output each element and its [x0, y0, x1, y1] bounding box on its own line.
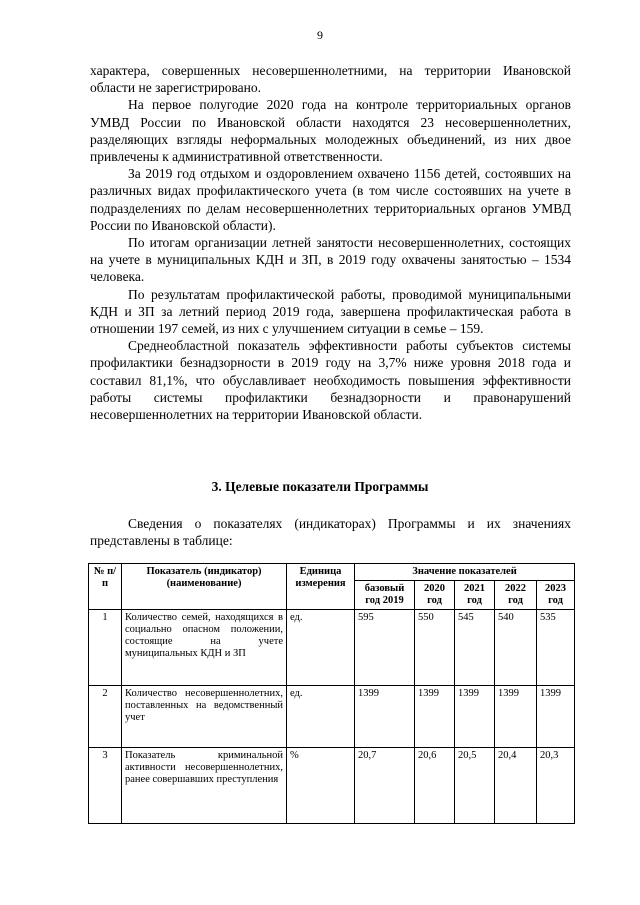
body-text: [90, 62, 571, 423]
row-num: 3: [89, 748, 122, 824]
table-row: [89, 748, 575, 824]
paragraph: На первое полугодие 2020 года на контроле территориальных органов УМВД России по Ивановской области находятся 23 несовершеннолетних, разделяющих взгляды неформальных молодежных объединений, из них двое привлечены к административной ответственности.: [90, 97, 571, 165]
table-row: [89, 686, 575, 748]
paragraph: За 2019 год отдыхом и оздоровлением охвачено 1156 детей, состоявших на различных видах профилактического учета (в том числе состоявших на учете в подразделениях по делам несовершеннолетних территориальных органов УМВД России по Ивановской области).: [90, 166, 571, 233]
row-unit: %: [287, 748, 355, 824]
row-2020-value: 1399: [415, 686, 455, 748]
page-number: 9: [317, 28, 323, 42]
row-indicator-name: Показатель криминальной активности несовершеннолетних, ранее совершавших преступления: [122, 748, 287, 824]
table-intro: Сведения о показателях (индикаторах) Программы и их значениях представлены в таблице:: [90, 516, 571, 549]
header-2021: 2021 год: [455, 581, 495, 610]
header-num: № п/п: [89, 564, 122, 610]
indicators-table: [88, 563, 575, 824]
row-num: 2: [89, 686, 122, 748]
row-2021-value: 1399: [455, 686, 495, 748]
paragraph: Среднеобластной показатель эффективности работы субъектов системы профилактики безнадзорности в 2019 году на 3,7% ниже уровня 2018 года и составил 81,1%, что обуславливает необходимость повышения эффективности работы системы профилактики безнадзорности и правонарушений несовершеннолетних на территории Ивановской области.: [90, 338, 571, 423]
row-2021-value: 545: [455, 610, 495, 686]
header-2023: 2023 год: [537, 581, 575, 610]
row-2020-value: 550: [415, 610, 455, 686]
header-base-year: базовый год 2019: [355, 581, 415, 610]
header-values-group: Значение показателей: [355, 564, 575, 581]
table-row: [89, 610, 575, 686]
row-2022-value: 20,4: [495, 748, 537, 824]
row-2022-value: 540: [495, 610, 537, 686]
row-base-value: 1399: [355, 686, 415, 748]
row-base-value: 595: [355, 610, 415, 686]
row-unit: ед.: [287, 610, 355, 686]
row-indicator-name: Количество семей, находящихся в социально опасном положении, состоящие на учете муниципальных КДН и ЗП: [122, 610, 287, 686]
header-2022: 2022 год: [495, 581, 537, 610]
row-2023-value: 1399: [537, 686, 575, 748]
header-indicator: Показатель (индикатор) (наименование): [122, 564, 287, 610]
row-base-value: 20,7: [355, 748, 415, 824]
row-indicator-name: Количество несовершеннолетних, поставленных на ведомственный учет: [122, 686, 287, 748]
row-2021-value: 20,5: [455, 748, 495, 824]
row-num: 1: [89, 610, 122, 686]
paragraph: По результатам профилактической работы, проводимой муниципальными КДН и ЗП за летний период 2019 года, завершена профилактическая работа в отношении 197 семей, из них с улучшением ситуации в семье – 159.: [90, 286, 571, 337]
row-2023-value: 20,3: [537, 748, 575, 824]
header-unit: Единица измерения: [287, 564, 355, 610]
paragraph: характера, совершенных несовершеннолетними, на территории Ивановской области не зарегистрировано.: [90, 63, 571, 96]
row-2023-value: 535: [537, 610, 575, 686]
row-unit: ед.: [287, 686, 355, 748]
paragraph: По итогам организации летней занятости несовершеннолетних, состоящих на учете в муниципальных КДН и ЗП, в 2019 году охвачены занятостью – 1534 человека.: [90, 235, 571, 285]
row-2022-value: 1399: [495, 686, 537, 748]
section-title: 3. Целевые показатели Программы: [211, 479, 429, 494]
header-2020: 2020 год: [415, 581, 455, 610]
row-2020-value: 20,6: [415, 748, 455, 824]
